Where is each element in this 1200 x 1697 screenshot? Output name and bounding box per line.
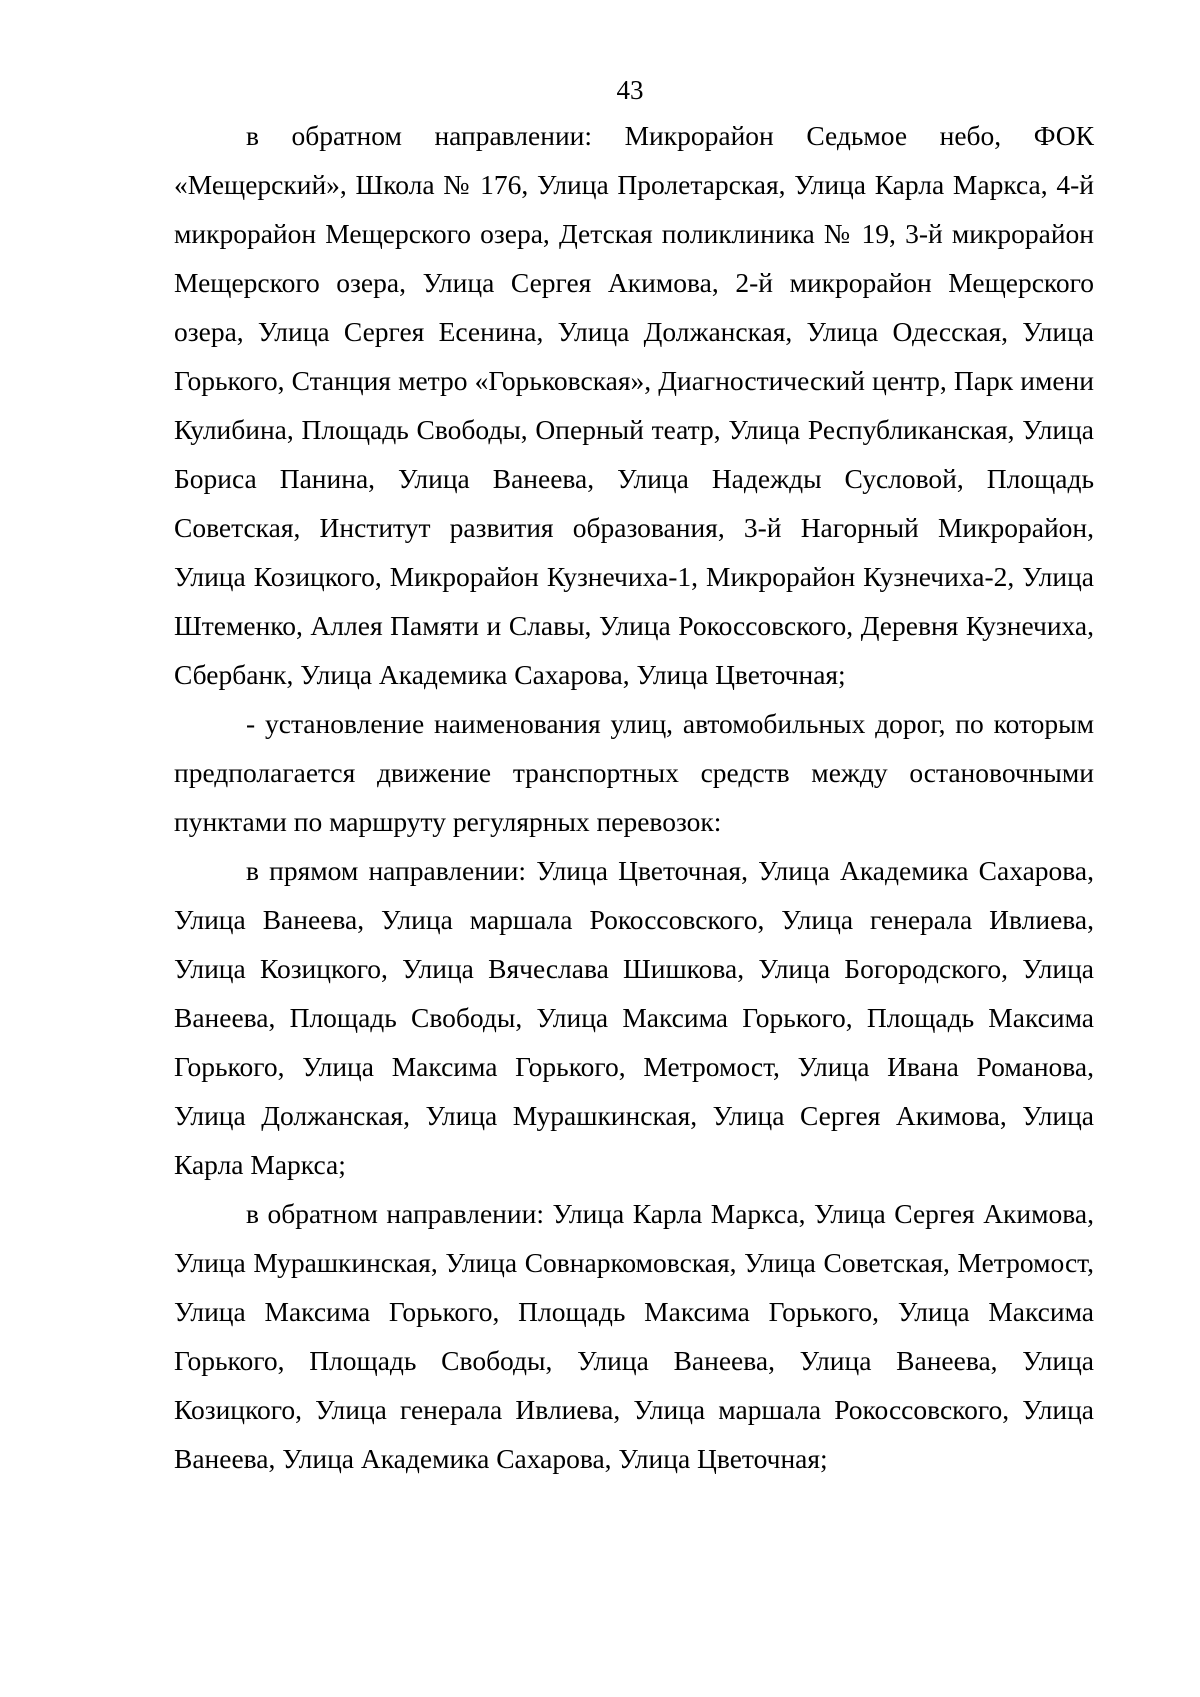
paragraph-streets-establishment: - установление наименования улиц, автомобильных дорог, по которым предполагается движение транспортных средств между остановочными пунктами по маршруту регулярных перевозок:	[174, 708, 1094, 837]
document-body	[174, 111, 1094, 1483]
paragraph-return-direction-stops: в обратном направлении: Микрорайон Седьмое небо, ФОК «Мещерский», Школа № 176, Улица Пролетарская, Улица Карла Маркса, 4-й микрорайон Мещерского озера, Детская поликлиника № 19, 3-й микрорайон Мещерского озера, Улица Сергея Акимова, 2-й микрорайон Мещерского озера, Улица Сергея Есенина, Улица Должанская, Улица Одесская, Улица Горького, Станция метро «Горьковская», Диагностический центр, Парк имени Кулибина, Площадь Свободы, Оперный театр, Улица Республиканская, Улица Бориса Панина, Улица Ванеева, Улица Надежды Сусловой, Площадь Советская, Институт развития образования, 3-й Нагорный Микрорайон, Улица Козицкого, Микрорайон Кузнечиха-1, Микрорайон Кузнечиха-2, Улица Штеменко, Аллея Памяти и Славы, Улица Рокоссовского, Деревня Кузнечиха, Сбербанк, Улица Академика Сахарова, Улица Цветочная;	[174, 120, 1094, 690]
paragraph-forward-direction-streets: в прямом направлении: Улица Цветочная, Улица Академика Сахарова, Улица Ванеева, Улица маршала Рокоссовского, Улица генерала Ивлиева, Улица Козицкого, Улица Вячеслава Шишкова, Улица Богородского, Улица Ванеева, Площадь Свободы, Улица Максима Горького, Площадь Максима Горького, Улица Максима Горького, Метромост, Улица Ивана Романова, Улица Должанская, Улица Мурашкинская, Улица Сергея Акимова, Улица Карла Маркса;	[174, 855, 1094, 1180]
page-number: 43	[616, 75, 644, 105]
paragraph-return-direction-streets: в обратном направлении: Улица Карла Маркса, Улица Сергея Акимова, Улица Мурашкинская, Улица Совнаркомовская, Улица Советская, Метромост, Улица Максима Горького, Площадь Максима Горького, Улица Максима Горького, Площадь Свободы, Улица Ванеева, Улица Ванеева, Улица Козицкого, Улица генерала Ивлиева, Улица маршала Рокоссовского, Улица Ванеева, Улица Академика Сахарова, Улица Цветочная;	[174, 1198, 1094, 1474]
